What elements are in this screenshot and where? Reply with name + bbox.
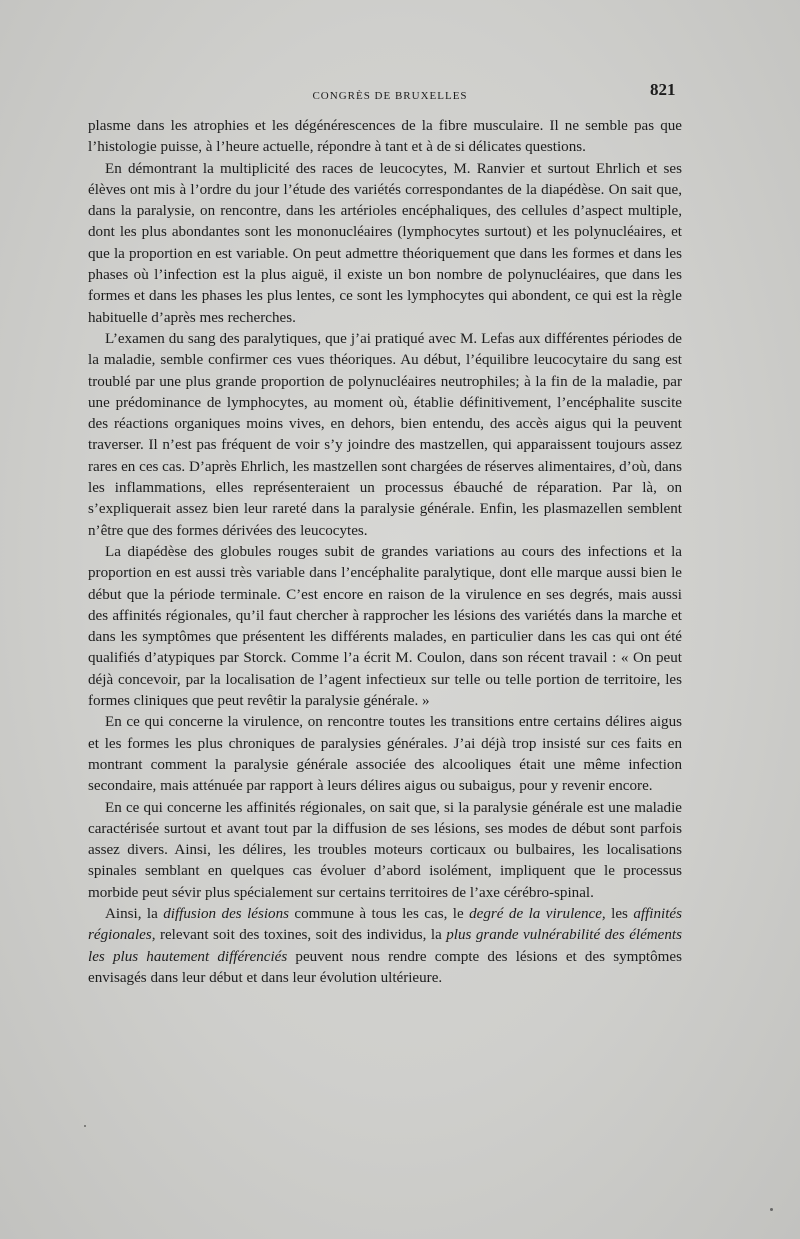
italic-phrase: degré de la virulence, [469, 905, 606, 922]
paragraph-1: plasme dans les atrophies et les dégénérescences de la fibre musculaire. Il ne semble pas que l’histologie puisse, à l’heure actuelle, répondre à tant et à de si délicates questions. [88, 118, 682, 156]
italic-phrase: affinités régionales, [88, 905, 682, 944]
paragraph-5: En ce qui concerne la virulence, on rencontre toutes les transitions entre certains délires aigus et les formes les plus chroniques de paralysies générales. J’ai déjà trop insisté sur ces faits en montrant comment la paralysie générale associée des alcooliques était une même infection secondaire, mais atténuée par rapport à leurs délires aigus ou subaigus, pour y revenir encore. [88, 714, 682, 795]
text-run: les [605, 905, 634, 922]
running-title: CONGRÈS DE BRUXELLES [312, 90, 468, 102]
italic-phrase: plus grande vulnérabilité des éléments les plus hautement différenciés [88, 927, 683, 965]
paragraph-2: En démontrant la multiplicité des races de leucocytes, M. Ranvier et surtout Ehrlich et ses élèves ont mis à l’ordre du jour l’étude des variétés correspondantes de la diapédèse. On sait que, dans la paralysie, on rencontre, dans les artérioles encéphaliques, des cellules d’aspect multiple, dont les plus abondantes sont les mononucléaires (lymphocytes surtout) et les polynucléaires, et que la proportion en est variable. On peut admettre théoriquement que dans les formes et dans les phases où l’infection est la plus aiguë, il existe un bon nombre de polynucléaires, que dans les formes et dans les phases les plus lentes, ce sont les lymphocytes qui abondent, ce qui est la règle habituelle d’après mes recherches. [88, 160, 682, 326]
page-number: 821 [650, 80, 676, 99]
text-run: peuvent nous rendre compte des lésions et des symptômes envisagés dans leur début et dans leur évolution ultérieure. [88, 948, 682, 986]
paragraph-7 [88, 904, 682, 989]
paragraph-6: En ce qui concerne les affinités régionales, on sait que, si la paralysie générale est une maladie caractérisée surtout et avant tout par la diffusion de ses lésions, ses modes de début sont parfois assez divers. Ainsi, les délires, les troubles moteurs corticaux ou bulbaires, les localisations spinales semblant en quelques cas évoluer d’abord isolément, impliquent que le processus morbide peut sévir plus spécialement sur certains territoires de l’axe cérébro-spinal. [88, 799, 682, 901]
paper-speck [84, 1125, 86, 1127]
body-text [88, 116, 682, 989]
italic-phrase: diffusion des lésions [163, 905, 289, 922]
text-run: Ainsi, la [105, 905, 164, 922]
text-run: commune à tous les cas, le [289, 905, 470, 922]
paragraph-4: La diapédèse des globules rouges subit de grandes variations au cours des infections et la proportion en est aussi très variable dans l’encéphalite paralytique, dont elle marque aussi bien le début que la période terminale. C’est encore en raison de la virulence en ses degrés, mais aussi des affinités régionales, qu’il faut chercher à rapprocher les lésions des variétés dans la marche et dans les symptômes que présentent les différents malades, en particulier dans les cas qui ont été qualifiés d’atypiques par Storck. Comme l’a écrit M. Coulon, dans son récent travail : « On peut déjà concevoir, par la localisation de l’agent infectieux sur telle ou telle portion de territoire, les formes cliniques que peut revêtir la paralysie générale. » [88, 543, 682, 710]
paragraph-3: L’examen du sang des paralytiques, que j’ai pratiqué avec M. Lefas aux différentes périodes de la maladie, semble confirmer ces vues théoriques. Au début, l’équilibre leucocytaire du sang est troublé par une plus grande proportion de polynucléaires neutrophiles; à la fin de la maladie, par une prédominance de lymphocytes, au moment où, établie définitivement, l’encéphalite suscite des réactions organiques moins vives, en dehors, bien entendu, des accès aigus qui la peuvent traverser. Il n’est pas fréquent de voir s’y joindre des mastzellen, qui apparaissent toujours assez rares en ces cas. D’après Ehrlich, les mastzellen sont chargées de réserves alimentaires, d’où, dans les inflammations, elles représenteraient un processus ébauché de réparation. Par là, on s’expliquerait assez bien leur rareté dans la paralysie générale. Enfin, les plasmazellen semblent n’être que des formes dérivées des leucocytes. [88, 330, 683, 539]
text-run: relevant soit des toxines, soit des individus, la [155, 927, 447, 944]
paper-speck [770, 1208, 773, 1211]
